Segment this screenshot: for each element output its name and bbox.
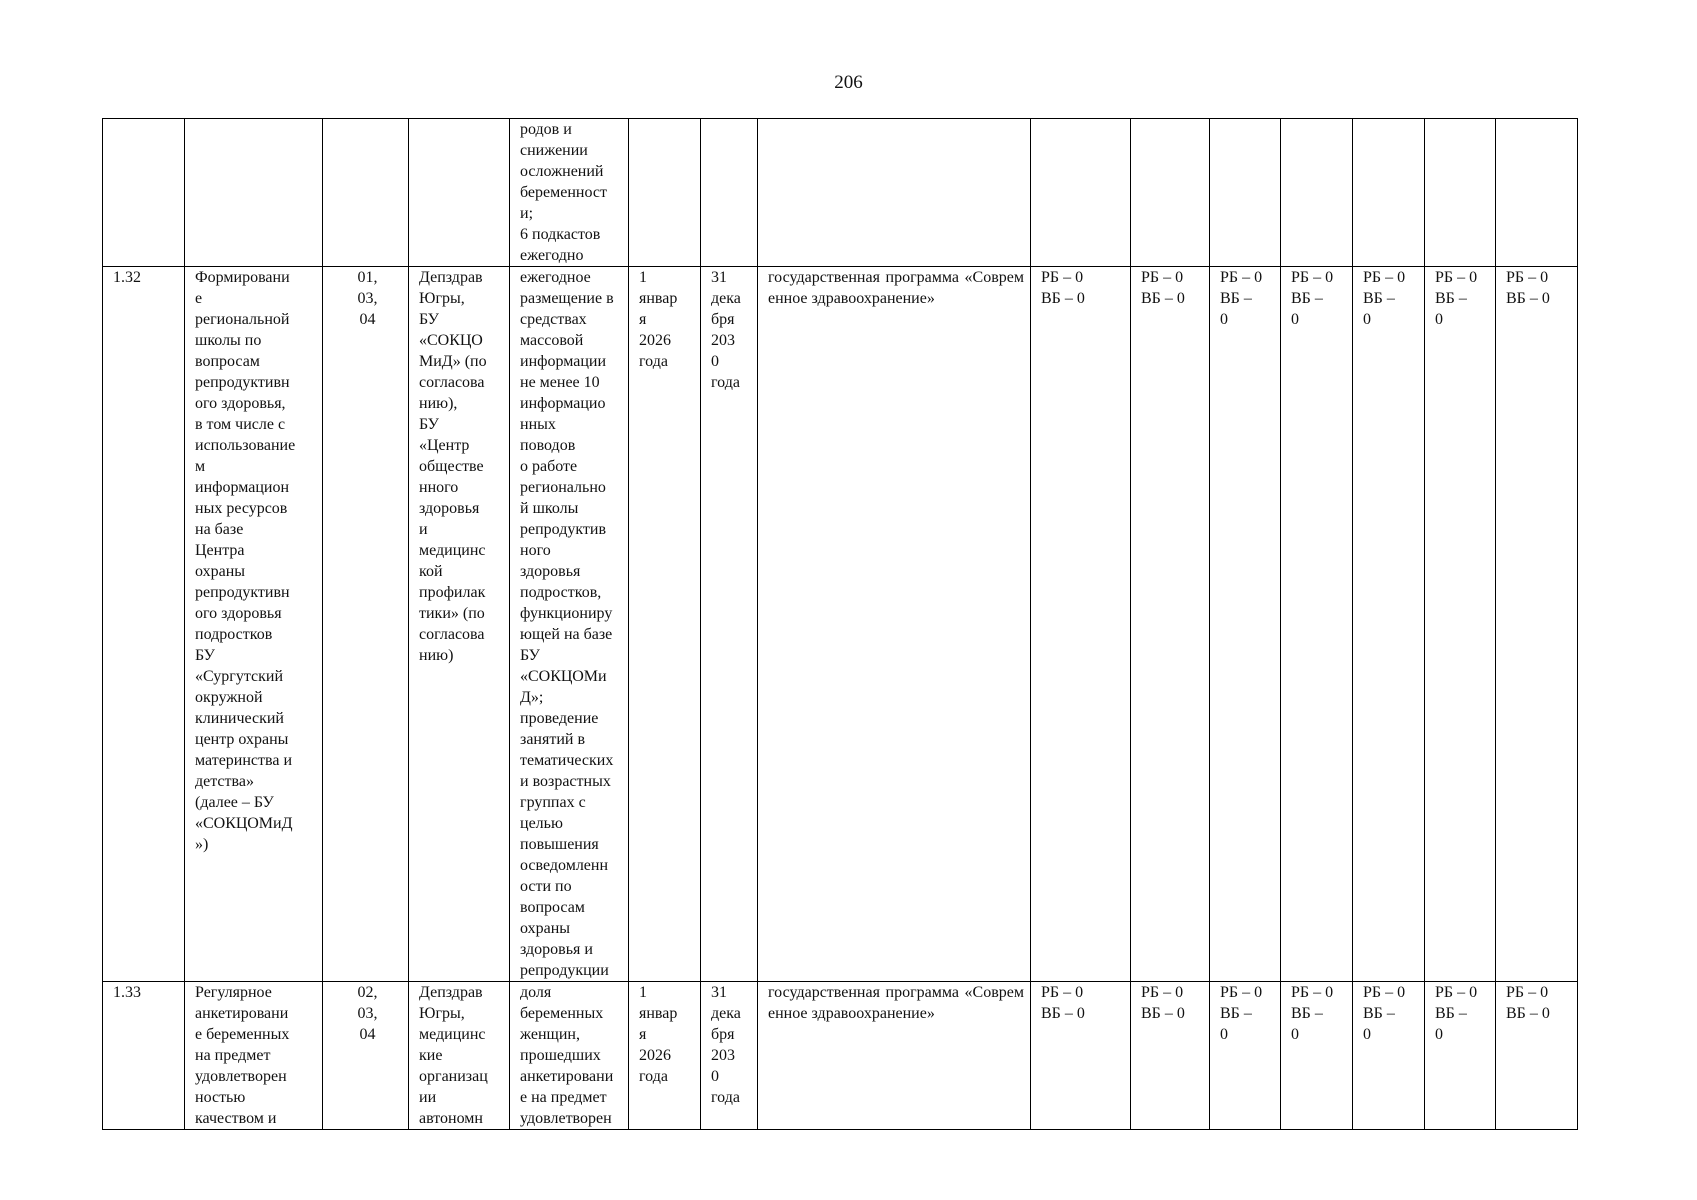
cell-fin-1: РБ – 0 ВБ – 0	[1031, 982, 1131, 1130]
cell-name: Формировани е региональной школы по вопросам репродуктивн ого здоровья, в том числе с использование м информацион ных ресурсов на базе Центра охраны репродуктивн ого здоровья подростков БУ «Сургутский окружной клинический центр охраны материнства и детства» (далее – БУ «СОКЦОМиД »)	[185, 267, 323, 982]
cell-fin-4: РБ – 0 ВБ – 0	[1281, 267, 1353, 982]
cell-name: Регулярное анкетировани е беременных на предмет удовлетворен ностью качеством и	[185, 982, 323, 1130]
cell-program: государственная программа «Современное здравоохранение»	[758, 982, 1031, 1130]
cell-program	[758, 119, 1031, 267]
measures-table	[102, 118, 1578, 1130]
cell-fin-3: РБ – 0 ВБ – 0	[1210, 982, 1281, 1130]
cell-end	[701, 119, 758, 267]
cell-result: родов и снижении осложнений беременност и; 6 подкастов ежегодно	[510, 119, 629, 267]
cell-fin-3: РБ – 0 ВБ – 0	[1210, 267, 1281, 982]
cell-executor	[409, 119, 510, 267]
cell-executor: Депздрав Югры, медицинс кие организац ии автономн	[409, 982, 510, 1130]
cell-num	[103, 119, 185, 267]
cell-codes: 02, 03, 04	[323, 982, 409, 1130]
cell-result: ежегодное размещение в средствах массовой информации не менее 10 информацио нных поводов о работе регионально й школы репродуктив ного здоровья подростков, функциониру ющей на базе БУ «СОКЦОМи Д»; проведение занятий в тематических и возрастных группах с целью повышения осведомленн ости по вопросам охраны здоровья и репродукции	[510, 267, 629, 982]
cell-end: 31 дека бря 203 0 года	[701, 982, 758, 1130]
cell-fin-2	[1131, 119, 1210, 267]
page-number: 206	[834, 72, 863, 93]
cell-num: 1.32	[103, 267, 185, 982]
cell-fin-6: РБ – 0 ВБ – 0	[1425, 267, 1496, 982]
cell-fin-5: РБ – 0 ВБ – 0	[1353, 982, 1425, 1130]
cell-fin-7	[1496, 119, 1578, 267]
cell-fin-4: РБ – 0 ВБ – 0	[1281, 982, 1353, 1130]
table-row	[103, 982, 1578, 1130]
cell-fin-7: РБ – 0 ВБ – 0	[1496, 267, 1578, 982]
cell-fin-2: РБ – 0 ВБ – 0	[1131, 267, 1210, 982]
cell-codes: 01, 03, 04	[323, 267, 409, 982]
cell-fin-5: РБ – 0 ВБ – 0	[1353, 267, 1425, 982]
cell-result: доля беременных женщин, прошедших анкетировани е на предмет удовлетворен	[510, 982, 629, 1130]
cell-start: 1 январ я 2026 года	[629, 267, 701, 982]
table-row	[103, 267, 1578, 982]
cell-num: 1.33	[103, 982, 185, 1130]
cell-fin-6	[1425, 119, 1496, 267]
cell-fin-2: РБ – 0 ВБ – 0	[1131, 982, 1210, 1130]
cell-fin-3	[1210, 119, 1281, 267]
cell-program: государственная программа «Современное здравоохранение»	[758, 267, 1031, 982]
cell-fin-7: РБ – 0 ВБ – 0	[1496, 982, 1578, 1130]
table-row	[103, 119, 1578, 267]
cell-executor: Депздрав Югры, БУ «СОКЦО МиД» (по согласова нию), БУ «Центр обществе нного здоровья и медицинс кой профилак тики» (по согласова нию)	[409, 267, 510, 982]
cell-name	[185, 119, 323, 267]
cell-start: 1 январ я 2026 года	[629, 982, 701, 1130]
cell-fin-5	[1353, 119, 1425, 267]
cell-end: 31 дека бря 203 0 года	[701, 267, 758, 982]
cell-start	[629, 119, 701, 267]
cell-fin-4	[1281, 119, 1353, 267]
cell-fin-1: РБ – 0 ВБ – 0	[1031, 267, 1131, 982]
cell-fin-1	[1031, 119, 1131, 267]
cell-codes	[323, 119, 409, 267]
cell-fin-6: РБ – 0 ВБ – 0	[1425, 982, 1496, 1130]
